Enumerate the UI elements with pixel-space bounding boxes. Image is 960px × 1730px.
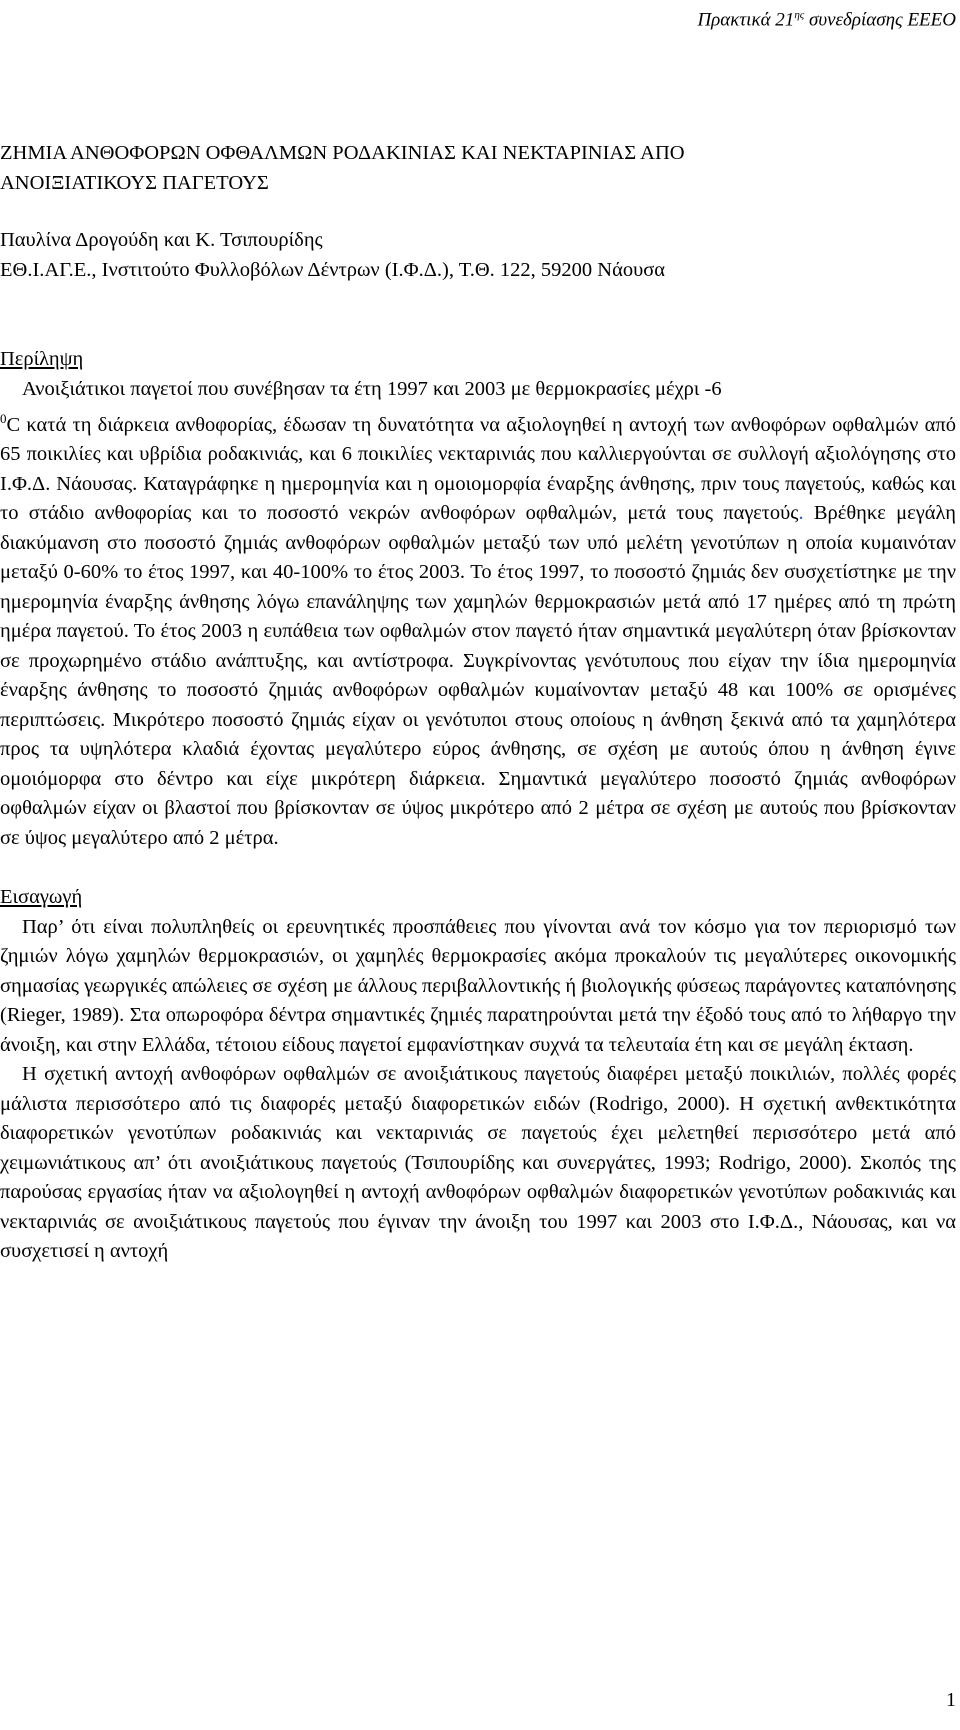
title-line-1: ΖΗΜΙΑ ΑΝΘΟΦΟΡΩΝ ΟΦΘΑΛΜΩΝ ΡΟΔΑΚΙΝΙΑΣ ΚΑΙ ΝΕΚΤΑΡΙΝΙΑΣ ΑΠΟ xyxy=(0,142,685,164)
paper-title xyxy=(0,139,956,198)
abstract-paragraph xyxy=(0,404,956,853)
header-prefix: Πρακτικά 21 xyxy=(697,9,795,31)
introduction-paragraph-1: Παρ’ ότι είναι πολυπληθείς οι ερευνητικές προσπάθειες που γίνονται ανά τον κόσμο για τον περιορισμό των ζημιών λόγω χαμηλών θερμοκρασιών, οι χαμηλές θερμοκρασίες ακόμα προκαλούν τις μεγαλύτερες οικονομικής σημασίας γεωργικές απώλειες σε σχέση με άλλους περιβαλλοντικής ή βιολογικής φύσεως παράγοντες καταπόνησης (Rieger, 1989). Στα οπωροφόρα δέντρα σημαντικές ζημιές παρατηρούνται μετά την έξοδό τους από το λήθαργο την άνοιξη, και στην Ελλάδα, τέτοιου είδους παγετοί εμφανίστηκαν συχνά τα τελευταία έτη και σε μεγάλη έκταση. xyxy=(0,915,956,1056)
document-body xyxy=(0,139,956,1267)
abstract-first-line: Ανοιξιάτικοι παγετοί που συνέβησαν τα έτη 1997 και 2003 με θερμοκρασίες μέχρι -6 xyxy=(22,377,722,400)
abstract-text-b: Βρέθηκε μεγάλη διακύμανση στο ποσοστό ζημιάς ανθοφόρων οφθαλμών μεταξύ των υπό μελέτη γενοτύπων η οποία κυμαινόταν μεταξύ 0-60% το έτος 1997, και 40-100% το έτος 2003. Το έτος 1997, το ποσοστό ζημιάς δεν συσχετίστηκε με την ημερομηνία έναρξης άνθησης λόγω επανάληψης των χαμηλών θερμοκρασιών μετά από 17 ημέρες από τη πρώτη ημέρα παγετού. Το έτος 2003 η ευπάθεια των οφθαλμών στον παγετό ήταν σημαντικά μεγαλύτερη όταν βρίσκονταν σε προχωρημένο στάδιο ανάπτυξης, και αντίστροφα. Συγκρίνοντας γενότυπους που είχαν την ίδια ημερομηνία έναρξης άνθησης το ποσοστό ζημιάς ανθοφόρων οφθαλμών κυμαίνονταν μεταξύ 48 και 100% σε ορισμένες περιπτώσεις. Μικρότερο ποσοστό ζημιάς είχαν οι γενότυποι στους οποίους η άνθηση ξεκινά από τα χαμηλότερα προς τα υψηλότερα κλαδιά έχοντας μεγαλύτερο εύρος άνθησης, σε σχέση με αυτούς όπου η άνθηση έγινε ομοιόμορφα στο δέντρο και είχε μικρότερη διάρκεια. Σημαντικά μεγαλύτερο ποσοστό ζημιάς ανθοφόρων οφθαλμών είχαν οι βλαστοί που βρίσκονταν σε ύψος μικρότερο από 2 μέτρα σε σχέση με αυτούς που βρίσκονταν σε ύψος μεγαλύτερο από 2 μέτρα. xyxy=(0,502,956,849)
abstract-heading: Περίληψη xyxy=(0,348,84,370)
introduction-paragraph-2: Η σχετική αντοχή ανθοφόρων οφθαλμών σε ανοιξιάτικους παγετούς διαφέρει μεταξύ ποικιλιών, πολλές φορές μάλιστα περισσότερο από τις διαφορές μεταξύ διαφορετικών ειδών (Rodrigo, 2000). Η σχετική ανθεκτικότητα διαφορετικών γενοτύπων ροδακινιάς και νεκταρινιάς σε παγετούς έχει μελετηθεί περισσότερο μετά από χειμωνιάτικους απ’ ότι ανοιξιάτικους παγετούς (Τσιπουρίδης και συνεργάτες, 1993; Rodrigo, 2000). Σκοπός της παρούσας εργασίας ήταν να αξιολογηθεί η αντοχή ανθοφόρων οφθαλμών διαφορετικών γενοτύπων ροδακινιάς και νεκταρινιάς σε ανοιξιάτικους παγετούς που έγιναν την άνοιξη του 1997 και 2003 στο Ι.Φ.Δ., Νάουσας, και να συσχετισεί η αντοχή xyxy=(0,1063,956,1263)
author-affiliation: ΕΘ.Ι.ΑΓ.Ε., Ινστιτούτο Φυλλοβόλων Δέντρων (Ι.Φ.Δ.), Τ.Θ. 122, 59200 Νάουσα xyxy=(0,258,666,281)
running-header xyxy=(697,4,956,31)
abstract-text-a: C κατά τη διάρκεια ανθοφορίας, έδωσαν τη δυνατότητα να αξιολογηθεί η αντοχή των ανθοφόρων οφθαλμών από 65 ποικιλίες και υβρίδια ροδακινιάς, και 6 ποικιλίες νεκταρινιάς που καλλιεργούνται σε συλλογή αξιολόγησης στο Ι.Φ.Δ. Νάουσας. Καταγράφηκε η ημερομηνία και η ομοιομορφία έναρξης άνθησης, πριν τους παγετούς, καθώς και το στάδιο ανθοφορίας και το ποσοστό νεκρών ανθοφόρων οφθαλμών, μετά τους παγετούς xyxy=(0,413,956,525)
header-superscript: ης xyxy=(794,9,805,21)
degree-superscript: 0 xyxy=(0,411,7,426)
introduction-heading: Εισαγωγή xyxy=(0,886,83,909)
author-names: Παυλίνα Δρογούδη και Κ. Τσιπουρίδης xyxy=(0,229,323,251)
title-line-2: ΑΝΟΙΞΙΑΤΙΚΟΥΣ ΠΑΓΕΤΟΥΣ xyxy=(0,171,269,194)
author-block xyxy=(0,226,956,285)
page-number: 1 xyxy=(946,1689,956,1711)
abstract-dot: . xyxy=(798,502,804,525)
header-suffix: συνεδρίασης ΕΕΕΟ xyxy=(804,9,956,31)
